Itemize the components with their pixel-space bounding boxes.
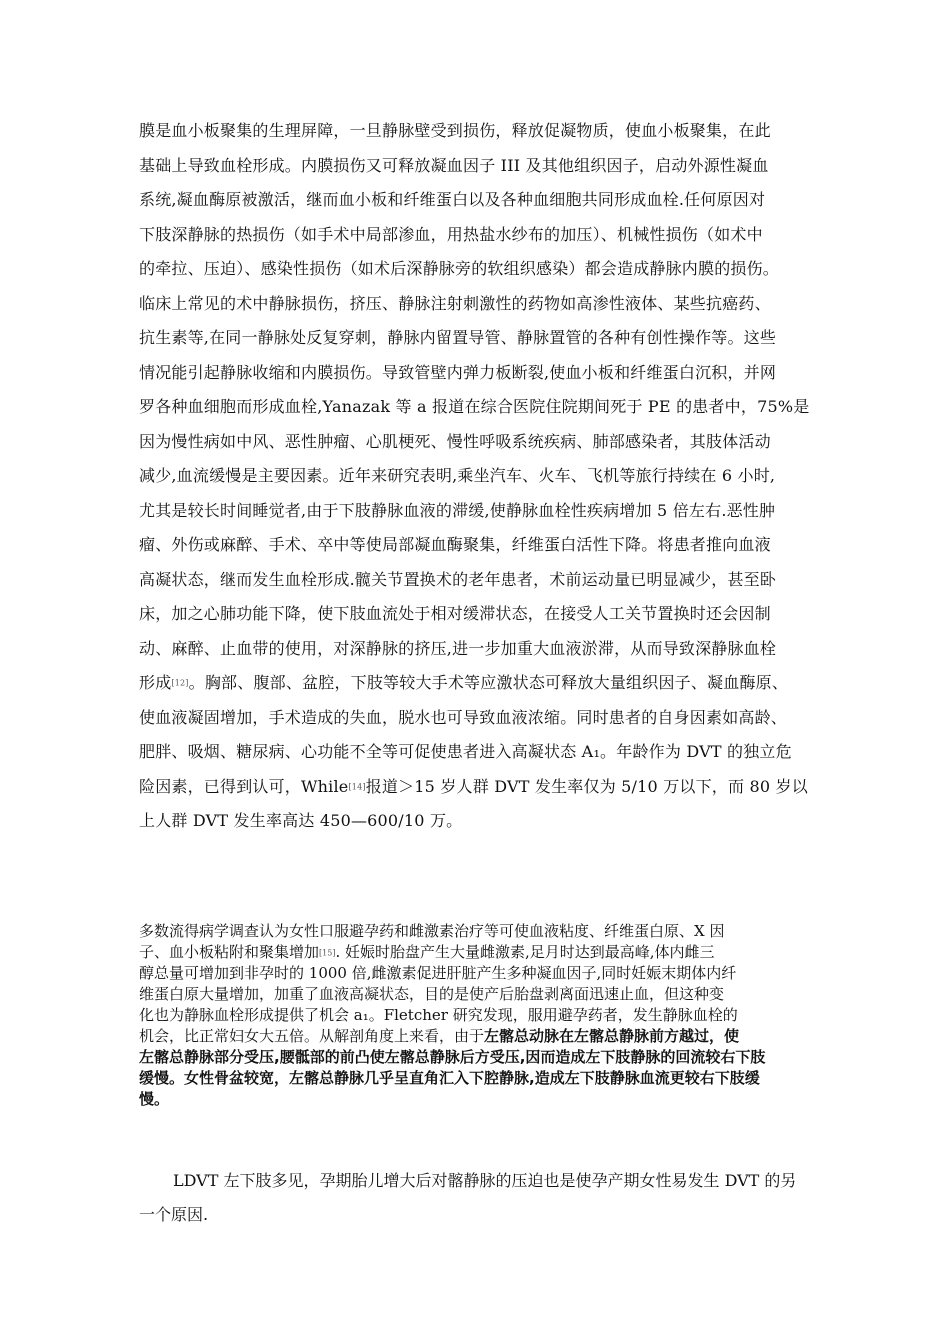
paragraph1-line: 膜是血小板聚集的生理屏障，一旦静脉壁受到损伤，释放促凝物质，使血小板聚集，在此 bbox=[139, 121, 771, 140]
paragraph2-bold-line: 缓慢。女性骨盆较宽，左髂总静脉几乎呈直角汇入下腔静脉,造成左下肢静脉血流更较右下肢缓 bbox=[139, 1069, 760, 1087]
paragraph2-text: 机会，比正常妇女大五倍。从解剖角度上来看，由于 bbox=[139, 1027, 485, 1045]
paragraph1-line: 情况能引起静脉收缩和内膜损伤。导致管壁内弹力板断裂,使血小板和纤维蛋白沉积，并网 bbox=[139, 363, 777, 382]
paragraph1-line: 高凝状态，继而发生血栓形成.髋关节置换术的老年患者，术前运动量已明显减少，甚至卧 bbox=[139, 570, 777, 589]
paragraph1-text: 险因素，已得到认可，While bbox=[139, 777, 349, 796]
paragraph1-line: 罗各种血细胞而形成血栓,Yanazak 等 a 报道在综合医院住院期间死于 PE 的患者中，75%是 bbox=[139, 397, 810, 416]
paragraph1-line: 尤其是较长时间睡觉者,由于下肢静脉血液的滞缓,使静脉血栓性疾病增加 5 倍左右.恶性肿 bbox=[139, 501, 776, 520]
paragraph2-line: 多数流得病学调查认为女性口服避孕药和雌激素治疗等可使血液粘度、纤维蛋白原、X 因 bbox=[139, 922, 725, 940]
paragraph1-line: 抗生素等,在同一静脉处反复穿刺，静脉内留置导管、静脉置管的各种有创性操作等。这些 bbox=[139, 328, 777, 347]
paragraph2-bold-text: 左髂总动脉在左髂总静脉前方越过，使 bbox=[484, 1027, 740, 1045]
citation-ref: [14] bbox=[348, 782, 366, 792]
paragraph1-line: 肥胖、吸烟、糖尿病、心功能不全等可促使患者进入高凝状态 A₁。年龄作为 DVT 的独立危 bbox=[139, 742, 792, 761]
paragraph1-line: 上人群 DVT 发生率高达 450—600/10 万。 bbox=[139, 811, 463, 830]
paragraph2-text: . 妊娠时胎盘产生大量雌激素,足月时达到最高峰,体内雌三 bbox=[335, 943, 715, 961]
paragraph1-line: 基础上导致血栓形成。内膜损伤又可释放凝血因子 III 及其他组织因子，启动外源性凝血 bbox=[139, 156, 769, 175]
citation-ref: [15] bbox=[319, 948, 336, 958]
paragraph1-text: 形成 bbox=[139, 673, 172, 692]
paragraph1-line: 系统,凝血酶原被激活，继而血小板和纤维蛋白以及各种血细胞共同形成血栓.任何原因对 bbox=[139, 190, 766, 209]
paragraph1-text: 。胸部、腹部、盆腔，下肢等较大手术等应激状态可释放大量组织因子、凝血酶原、 bbox=[188, 673, 789, 692]
paragraph1-line: 的牵拉、压迫）、感染性损伤（如术后深静脉旁的软组织感染）都会造成静脉内膜的损伤。 bbox=[139, 259, 780, 278]
paragraph2-bold-line: 慢。 bbox=[139, 1090, 170, 1108]
paragraph1-line: 减少,血流缓慢是主要因素。近年来研究表明,乘坐汽车、火车、飞机等旅行持续在 6 小时, bbox=[139, 466, 776, 485]
paragraph2-text: 子、血小板粘附和聚集增加 bbox=[139, 943, 320, 961]
paragraph3 bbox=[139, 1164, 796, 1232]
paragraph1-line: 动、麻醉、止血带的使用，对深静脉的挤压,进一步加重大血液淤滞，从而导致深静脉血栓 bbox=[139, 639, 777, 658]
paragraph1-line: 因为慢性病如中风、恶性肿瘤、心肌梗死、慢性呼吸系统疾病、肺部感染者，其肢体活动 bbox=[139, 432, 771, 451]
paragraph2-line: 醇总量可增加到非孕时的 1000 倍,雌激素促进肝脏产生多种凝血因子,同时妊娠末期体内纤 bbox=[139, 964, 737, 982]
paragraph1-line bbox=[139, 673, 788, 694]
paragraph1-line: 床，加之心肺功能下降，使下肢血流处于相对缓滞状态，在接受人工关节置换时还会因制 bbox=[139, 604, 771, 623]
citation-ref: [12] bbox=[171, 678, 189, 688]
paragraph2-line: 化也为静脉血栓形成提供了机会 a₁。Fletcher 研究发现，服用避孕药者，发生静脉血栓的 bbox=[139, 1006, 738, 1024]
paragraph1-line: 下肢深静脉的热损伤（如手术中局部渗血，用热盐水纱布的加压）、机械性损伤（如术中 bbox=[139, 225, 763, 244]
paragraph1-line bbox=[139, 777, 808, 798]
paragraph2-line bbox=[139, 942, 765, 963]
paragraph1-line: 使血液凝固增加，手术造成的失血，脱水也可导致血液浓缩。同时患者的自身因素如高龄、 bbox=[139, 708, 788, 727]
paragraph1-line: 瘤、外伤或麻醉、手术、卒中等使局部凝血酶聚集，纤维蛋白活性下降。将患者推向血液 bbox=[139, 535, 771, 554]
paragraph3-line: LDVT 左下肢多见，孕期胎儿增大后对髂静脉的压迫也是使孕产期女性易发生 DVT 的另 bbox=[173, 1171, 797, 1190]
paragraph2-line bbox=[139, 1026, 765, 1047]
paragraph2-bold-line: 左髂总静脉部分受压,腰骶部的前凸使左髂总静脉后方受压,因而造成左下肢静脉的回流较右下肢 bbox=[139, 1048, 766, 1066]
paragraph2-line: 维蛋白原大量增加，加重了血液高凝状态，目的是使产后胎盘剥离面迅速止血，但这种变 bbox=[139, 985, 725, 1003]
paragraph1-line: 临床上常见的术中静脉损伤，挤压、静脉注射刺激性的药物如高渗性液体、某些抗癌药、 bbox=[139, 294, 771, 313]
paragraph1-text: 报道＞15 岁人群 DVT 发生率仅为 5/10 万以下，而 80 岁以 bbox=[365, 777, 808, 796]
paragraph2 bbox=[139, 921, 765, 1110]
paragraph3-line: 一个原因. bbox=[139, 1205, 209, 1224]
